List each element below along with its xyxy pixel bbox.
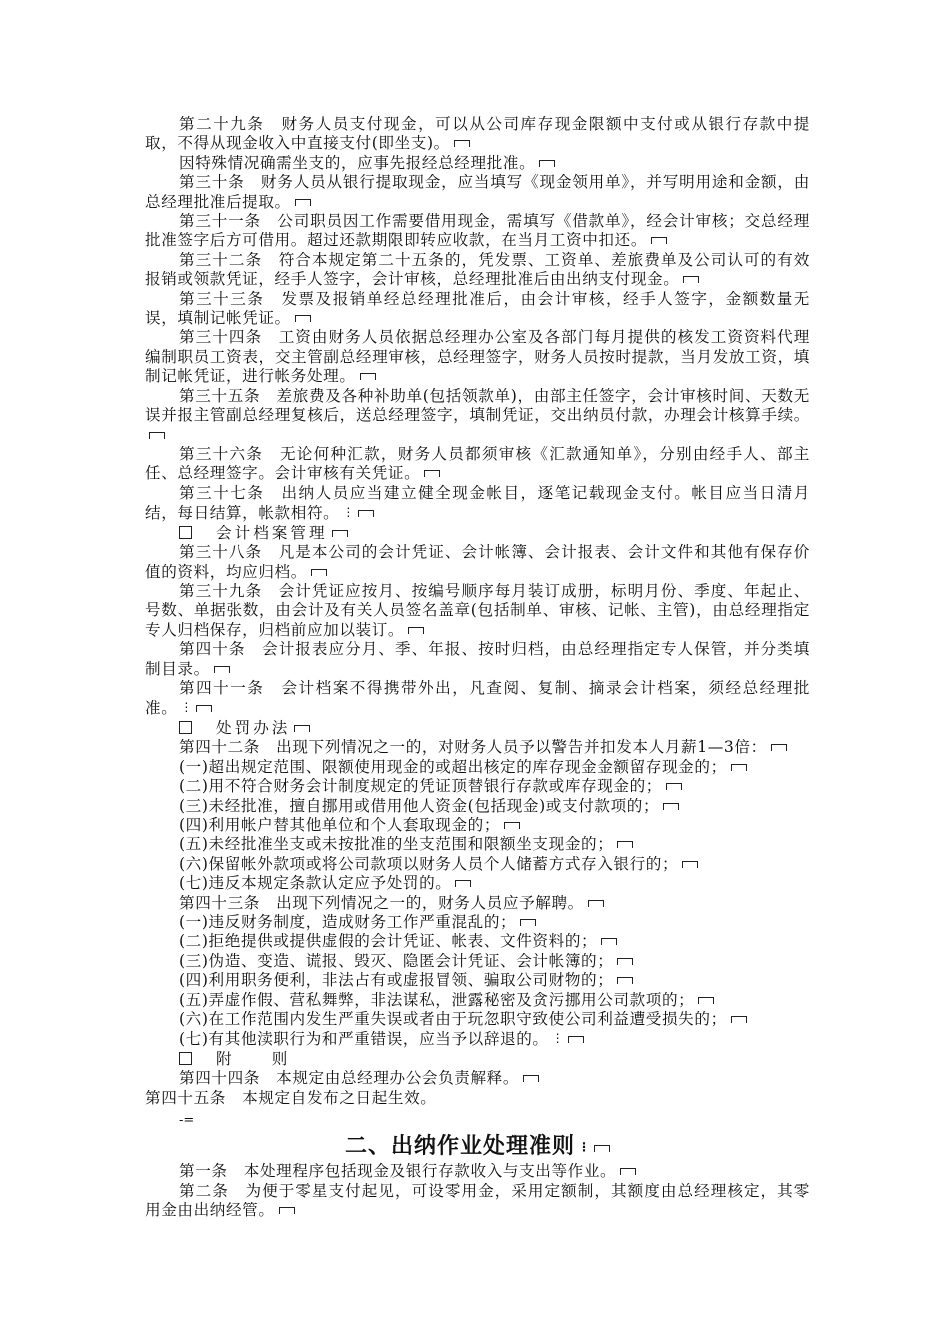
document-body [145,115,810,1221]
paragraph-mark-icon [408,627,424,634]
list-item: (三)伪造、变造、谎报、毁灭、隐匿会计凭证、会计帐簿的； [145,952,810,971]
section-separator: -= [179,1113,195,1129]
paragraph-mark-icon [455,880,471,887]
article-34: 第三十四条 工资由财务人员依据总经理办公室及各部门每月提供的核发工资资料代理编制职员工资表，交主管副总经理审核，总经理签字，财务人员按时提款，当月发放工资，填制记帐凭证，进行帐务处理。 [145,328,810,386]
paragraph-mark-icon [214,666,230,673]
ellipsis-mark-icon: ⋮ [551,1031,564,1046]
section-heading-penalty: 处罚办法 [145,719,810,739]
section-heading-appendix: 附 则 [145,1050,810,1070]
checkbox-bullet-icon [179,1052,192,1065]
ellipsis-mark-icon: ⋮ [578,1140,590,1155]
list-item: (五)未经批准坐支或未按批准的坐支范围和限额坐支现金的； [145,835,810,854]
paragraph-mark-icon [683,276,699,283]
ellipsis-mark-icon: ⋮ [180,700,193,715]
cashier-article-1: 第一条 本处理程序包括现金及银行存款收入与支出等作业。 [145,1162,810,1181]
paragraph-mark-icon [617,841,633,848]
paragraph-mark-icon [620,1168,636,1175]
paragraph-mark-icon [731,764,747,771]
cashier-article-2: 第二条 为便于零星支付起见，可设零用金，采用定额制，其额度由总经理核定，其零用金由出纳经管。 [145,1181,810,1220]
article-30: 第三十条 财务人员从银行提取现金，应当填写《现金领用单》，并写明用途和金额，由总经理批准后提取。 [145,173,810,211]
section-heading-archives: 会计档案管理 [145,524,810,544]
paragraph-mark-icon [295,315,311,322]
paragraph-mark-icon [594,1145,610,1152]
paragraph-mark-icon [294,725,310,732]
paragraph-mark-icon [454,140,470,147]
list-item: (七)有其他渎职行为和严重错误，应当予以辞退的。 ⋮ [145,1029,810,1049]
paragraph-mark-icon [311,569,327,576]
paragraph-mark-icon [568,1036,584,1043]
article-29-note: 因特殊情况确需坐支的，应事先报经总经理批准。 [145,154,810,173]
paragraph-mark-icon [295,199,311,206]
paragraph-mark-icon [504,822,520,829]
paragraph-mark-icon [360,373,376,380]
article-32: 第三十二条 符合本规定第二十五条的，凭发票、工资单、差旅费单及公司认可的有效报销或领款凭证，经手人签字，会计审核，总经理批准后由出纳支付现金。 [145,250,810,289]
list-item: (五)弄虚作假、营私舞弊，非法谋私，泄露秘密及贪污挪用公司款项的； [145,991,810,1010]
list-item: (四)利用帐户替其他单位和个人套取现金的； [145,816,810,835]
paragraph-mark-icon [279,1207,295,1214]
list-item: (六)在工作范围内发生严重失误或者由于玩忽职守致使公司利益遭受损失的； [145,1010,810,1029]
list-item: (二)用不符合财务会计制度规定的凭证顶替银行存款或库存现金的； [145,777,810,796]
ellipsis-mark-icon: ⋮ [342,505,355,520]
article-40: 第四十条 会计报表应分月、季、年报、按时归档，由总经理指定专人保管，并分类填制目录。 [145,640,810,678]
paragraph-mark-icon [149,432,165,439]
paragraph-mark-icon [196,705,212,712]
paragraph-mark-icon [731,1016,747,1023]
article-35: 第三十五条 差旅费及各种补助单(包括领款单)，由部主任签字，会计审核时间、天数无误并报主管副总经理复核后，送总经理签字，填制凭证，交出纳员付款，办理会计核算手续。 [145,387,810,445]
article-42: 第四十二条 出现下列情况之一的，对财务人员予以警告并扣发本人月薪1—3倍： [145,738,810,757]
article-37: 第三十七条 出纳人员应当建立健全现金帐目，逐笔记载现金支付。帐目应当日清月结，每日结算，帐款相符。 ⋮ [145,483,810,523]
checkbox-bullet-icon [179,721,192,734]
paragraph-mark-icon [588,900,604,907]
article-39: 第三十九条 会计凭证应按月、按编号顺序每月装订成册，标明月份、季度、年起止、号数、单据张数，由会计及有关人员签名盖章(包括制单、审核、记帐、主管)，由总经理指定专人归档保存，归档前应加以装订。 [145,581,810,639]
list-item: (三)未经批准，擅自挪用或借用他人资金(包括现金)或支付款项的； [145,797,810,816]
paragraph-mark-icon [424,470,440,477]
paragraph-mark-icon [601,938,617,945]
article-29: 第二十九条 财务人员支付现金，可以从公司库存现金限额中支付或从银行存款中提取，不得从现金收入中直接支付(即坐支)。 [145,115,810,153]
list-item: (七)违反本规定条款认定应予处罚的。 [145,874,810,893]
list-item: (一)超出规定范围、限额使用现金的或超出核定的库存现金金额留存现金的； [145,758,810,777]
paragraph-mark-icon [539,160,555,167]
article-31: 第三十一条 公司职员因工作需要借用现金，需填写《借款单》，经会计审核；交总经理批准签字后方可借用。超过还款期限即转应收款，在当月工资中扣还。 [145,212,810,250]
paragraph-mark-icon [520,919,536,926]
paragraph-mark-icon [523,1075,539,1082]
list-item: (二)拒绝提供或提供虚假的会计凭证、帐表、文件资料的； [145,932,810,951]
article-38: 第三十八条 凡是本公司的会计凭证、会计帐簿、会计报表、会计文件和其他有保存价值的资料，均应归档。 [145,543,810,581]
paragraph-mark-icon [332,530,348,537]
paragraph-mark-icon [666,783,682,790]
list-item: (一)违反财务制度，造成财务工作严重混乱的； [145,913,810,932]
section-heading-cashier: 二、出纳作业处理准则 ⋮ [145,1132,810,1162]
paragraph-mark-icon [617,977,633,984]
article-44: 第四十四条 本规定由总经理办公会负责解释。 [145,1069,810,1088]
article-41: 第四十一条 会计档案不得携带外出，凡查阅、复制、摘录会计档案，须经总经理批准。 ⋮ [145,678,810,718]
paragraph-mark-icon [651,237,667,244]
checkbox-bullet-icon [179,526,192,539]
paragraph-mark-icon [617,958,633,965]
article-33: 第三十三条 发票及报销单经总经理批准后，由会计审核，经手人签字，金额数量无误，填制记帐凭证。 [145,289,810,328]
paragraph-mark-icon [358,510,374,517]
article-36: 第三十六条 无论何种汇款，财务人员都须审核《汇款通知单》，分别由经手人、部主任、总经理签字。会计审核有关凭证。 [145,444,810,483]
paragraph-mark-icon [698,997,714,1004]
list-item: (六)保留帐外款项或将公司款项以财务人员个人储蓄方式存入银行的； [145,855,810,874]
paragraph-mark-icon [771,744,787,751]
paragraph-mark-icon [663,803,679,810]
article-43: 第四十三条 出现下列情况之一的，财务人员应予解聘。 [145,894,810,913]
article-45: 第四十五条 本规定自发布之日起生效。 [145,1088,437,1107]
list-item: (四)利用职务便利，非法占有或虚报冒领、骗取公司财物的； [145,971,810,990]
paragraph-mark-icon [682,861,698,868]
